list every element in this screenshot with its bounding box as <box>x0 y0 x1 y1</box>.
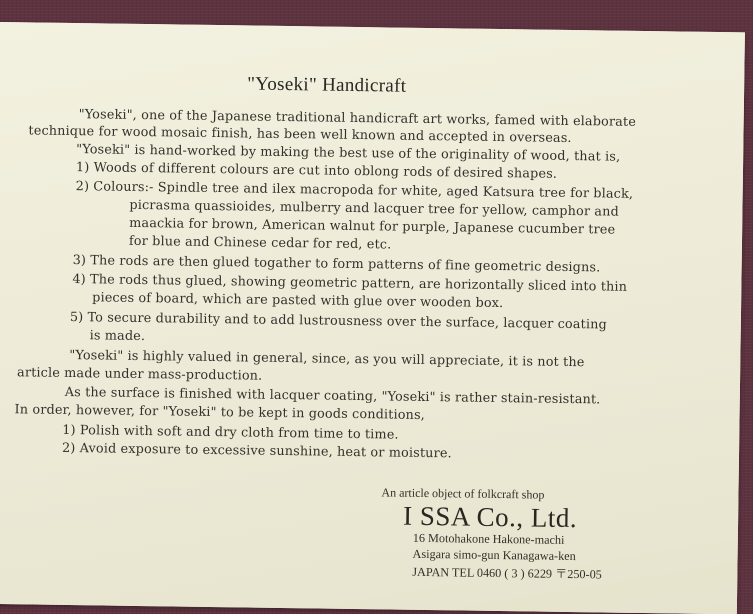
address-line: Asigara simo-gun Kanagawa-ken <box>412 546 576 564</box>
card-title: "Yoseki" Handicraft <box>247 73 407 97</box>
text-line: for blue and Chinese cedar for red, etc. <box>128 233 392 253</box>
text-line: picrasma quassioides, mulberry and lacquer tree for yellow, camphor and <box>129 197 619 220</box>
list-item: 5) To secure durability and to add lustrousness over the surface, lacquer coating <box>69 310 607 333</box>
text-line: article made under mass-production. <box>16 365 263 384</box>
text-line: pieces of board, which are pasted with glue over wooden box. <box>92 290 504 312</box>
text-line: "Yoseki", one of the Japanese traditional handicraft art works, famed with elaborate <box>78 107 637 130</box>
text-line: technique for wood mosaic finish, has been well known and accepted in overseas. <box>28 123 572 146</box>
list-item: 1) Polish with soft and dry cloth from time to time. <box>62 422 399 443</box>
list-item: 1) Woods of different colours are cut into oblong rods of desired shapes. <box>75 160 558 182</box>
list-item: 2) Colours:- Spindle tree and ilex macropoda for white, aged Katsura tree for black, <box>75 179 634 202</box>
signature-label: An article object of folkcraft shop <box>381 485 545 502</box>
address-line: 16 Motohakone Hakone-machi <box>412 530 565 547</box>
company-name: I SSA Co., Ltd. <box>402 500 578 534</box>
address-line: JAPAN TEL 0460 ( 3 ) 6229 〒250-05 <box>412 564 602 582</box>
text-line: As the surface is finished with lacquer coating, "Yoseki" is rather stain-resistant. <box>64 384 601 408</box>
list-item: 4) The rods thus glued, showing geometric pattern, are horizontally sliced into thin <box>72 272 628 295</box>
handicraft-card <box>0 22 745 614</box>
text-line: is made. <box>89 328 146 345</box>
text-line: "Yoseki" is hand-worked by making the best use of the originality of wood, that is, <box>76 142 621 165</box>
list-item: 2) Avoid exposure to excessive sunshine, heat or moisture. <box>61 440 452 462</box>
text-line: In order, however, for "Yoseki" to be kept in goods conditions, <box>14 402 426 423</box>
text-line: maackia for brown, American walnut for purple, Japanese cucumber tree <box>129 215 616 238</box>
text-line: "Yoseki" is highly valued in general, since, as you will appreciate, it is not the <box>69 348 585 371</box>
list-item: 3) The rods are then glued togather to form patterns of fine geometric designs. <box>72 253 601 276</box>
